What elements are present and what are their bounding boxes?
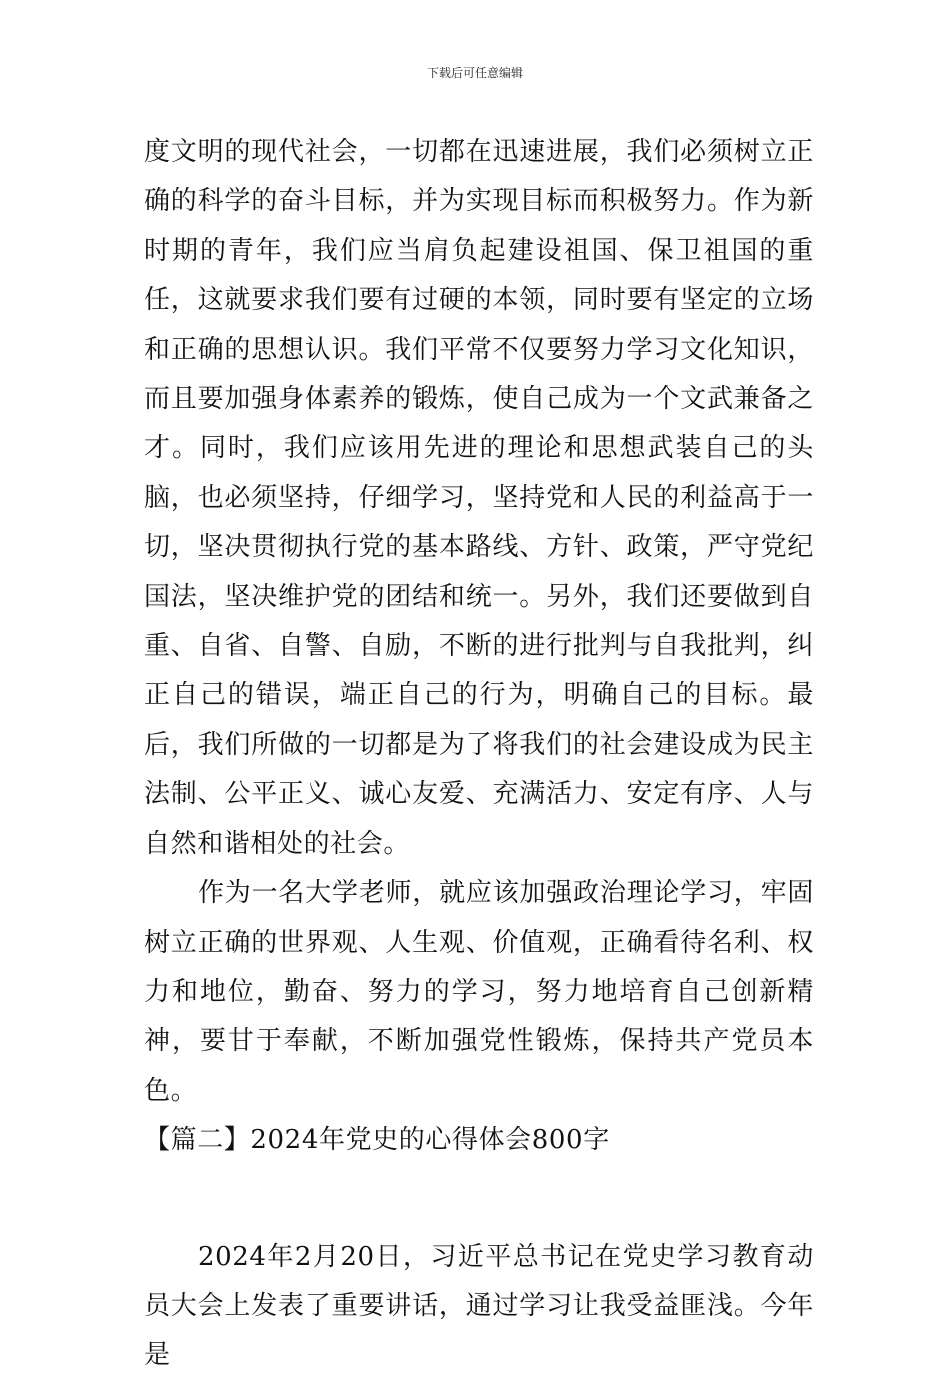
page-header: 下载后可任意编辑 [426, 66, 523, 80]
blank-line [144, 1166, 814, 1215]
section-heading: 【篇二】2024年党史的心得体会800字 [144, 1125, 610, 1156]
section-paragraph: 2024年2月20日，习近平总书记在党史学习教育动员大会上发表了重要讲话，通过学习让我受益匪浅。今年是 [144, 1241, 814, 1371]
body-paragraph-2: 作为一名大学老师，就应该加强政治理论学习，牢固树立正确的世界观、人生观、价值观，正确看待名利、权力和地位，勤奋、努力的学习，努力地培育自己创新精神，要甘于奉献，不断加强党性锻炼，保持共产党员本色。 [144, 878, 814, 1106]
body-paragraph-1: 度文明的现代社会，一切都在迅速进展，我们必须树立正确的科学的奋斗目标，并为实现目标而积极努力。作为新时期的青年，我们应当肩负起建设祖国、保卫祖国的重任，这就要求我们要有过硬的本领，同时要有坚定的立场和正确的思想认识。我们平常不仅要努力学习文化知识，而且要加强身体素养的锻炼，使自己成为一个文武兼备之才。同时，我们应该用先进的理论和思想武装自己的头脑，也必须坚持，仔细学习，坚持党和人民的利益高于一切，坚决贯彻执行党的基本路线、方针、政策，严守党纪国法，坚决维护党的团结和统一。另外，我们还要做到自重、自省、自警、自励，不断的进行批判与自我批判，纠正自己的错误，端正自己的行为，明确自己的目标。最后，我们所做的一切都是为了将我们的社会建设成为民主法制、公平正义、诚心友爱、充满活力、安定有序、人与自然和谐相处的社会。 [144, 137, 814, 859]
document-body [144, 128, 814, 1381]
